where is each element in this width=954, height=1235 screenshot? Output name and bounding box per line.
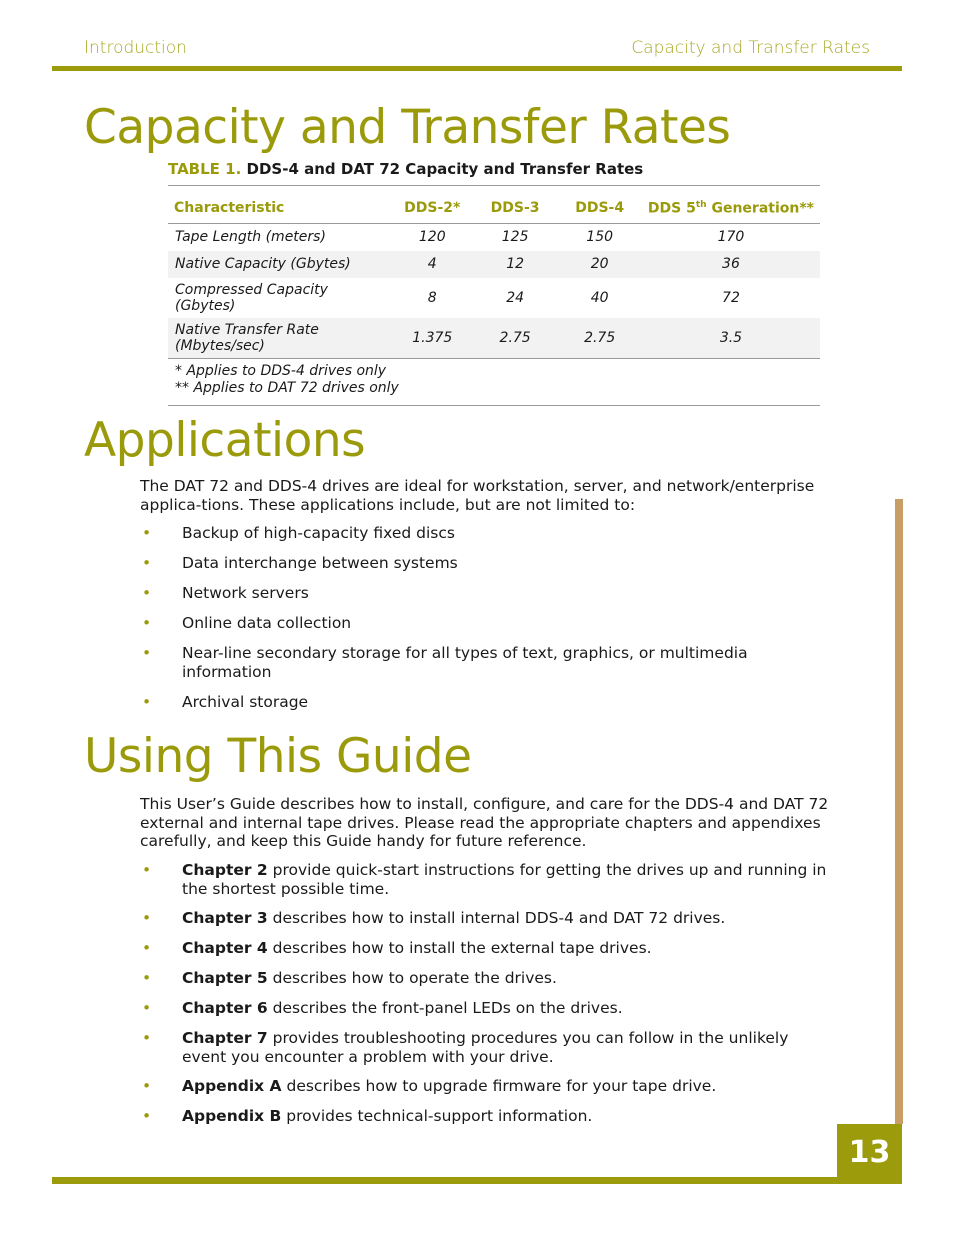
table-row (168, 318, 820, 359)
guide-heading: Using This Guide (84, 729, 472, 784)
bullet-icon: • (142, 939, 152, 957)
running-header-section: Capacity and Transfer Rates (631, 38, 870, 58)
table-cell: 125 (501, 229, 529, 246)
list-item: • Appendix B provides technical-support information. (142, 1107, 593, 1125)
footnote-dds4: * Applies to DDS-4 drives only (175, 362, 387, 379)
table-cell: 8 (427, 289, 437, 306)
list-item: • Data interchange between systems (142, 554, 458, 572)
running-header-chapter: Introduction (84, 38, 187, 58)
table-cell: 4 (392, 251, 473, 278)
list-item: • Chapter 6 describes the front-panel LEDs on the drives. (142, 999, 623, 1017)
table-cell: 24 (506, 289, 525, 306)
bullet-icon: • (142, 969, 152, 987)
table-row (168, 251, 820, 278)
table-cell: 40 (590, 289, 609, 306)
table-cell: 36 (642, 251, 820, 278)
page-number: 13 (837, 1124, 902, 1180)
guide-list (140, 861, 830, 1126)
table-cell: Compressed Capacity (Gbytes) (175, 281, 328, 314)
list-item: • Chapter 2 provide quick-start instructions for getting the drives up and running in the shortest possible time. (142, 861, 827, 898)
table-caption (168, 160, 643, 178)
table-cell: 2.75 (473, 318, 558, 359)
bullet-icon: • (142, 1077, 152, 1095)
col-header-characteristic: Characteristic (168, 186, 392, 224)
footer-rule (52, 1177, 902, 1184)
col-header-dds5: DDS 5th Generation** (642, 186, 820, 224)
table-caption-label: TABLE 1. (168, 160, 242, 178)
table-cell: 72 (722, 289, 740, 306)
col-header-dds3: DDS-3 (473, 186, 558, 224)
applications-list (140, 524, 830, 711)
table-caption-text: DDS-4 and DAT 72 Capacity and Transfer Rates (246, 160, 644, 178)
table-cell: Native Capacity (Gbytes) (168, 251, 392, 278)
table-row (168, 278, 820, 318)
list-item: • Online data collection (142, 614, 352, 632)
list-item: • Chapter 7 provides troubleshooting procedures you can follow in the unlikely event you encounter a problem with your drive. (142, 1029, 789, 1066)
bullet-icon: • (142, 1029, 152, 1047)
col-header-dds4: DDS-4 (557, 186, 642, 224)
table-cell: 2.75 (557, 318, 642, 359)
table-footnotes (168, 358, 820, 405)
bullet-icon: • (142, 614, 152, 632)
capacity-table (168, 185, 820, 406)
list-item: • Network servers (142, 584, 309, 602)
table-cell: 120 (418, 229, 446, 246)
table-cell: 170 (717, 229, 745, 246)
bullet-icon: • (142, 524, 152, 542)
bullet-icon: • (142, 1107, 152, 1125)
list-item: • Near-line secondary storage for all types of text, graphics, or multimedia information (142, 644, 748, 681)
side-accent-bar (895, 499, 903, 1124)
table-cell: 12 (473, 251, 558, 278)
table-cell: 20 (557, 251, 642, 278)
bullet-icon: • (142, 909, 152, 927)
bullet-icon: • (142, 644, 152, 662)
table-cell: 3.5 (642, 318, 820, 359)
bullet-icon: • (142, 692, 152, 711)
footnote-dat72: ** Applies to DAT 72 drives only (175, 379, 399, 396)
applications-heading: Applications (84, 413, 366, 468)
table-cell: Tape Length (meters) (175, 229, 326, 246)
bullet-icon: • (142, 584, 152, 602)
list-item: • Chapter 3 describes how to install internal DDS-4 and DAT 72 drives. (142, 909, 726, 927)
table-header-row (168, 186, 820, 224)
list-item: • Backup of high-capacity fixed discs (142, 524, 455, 542)
list-item: • Chapter 5 describes how to operate the drives. (142, 969, 557, 987)
table-row (168, 223, 820, 251)
bullet-icon: • (142, 999, 152, 1017)
applications-intro: The DAT 72 and DDS-4 drives are ideal for workstation, server, and network/enterprise applica-tions. These applications include, but are not limited to: (140, 477, 815, 514)
bullet-icon: • (142, 554, 152, 572)
guide-intro: This User’s Guide describes how to install, configure, and care for the DDS-4 and DAT 72 external and internal tape drives. Please read the appropriate chapters and appendixes carefully, and keep this Guide handy for future reference. (140, 795, 829, 850)
col-header-dds2: DDS-2* (392, 186, 473, 224)
capacity-heading: Capacity and Transfer Rates (84, 100, 731, 155)
list-item: • Archival storage (142, 692, 309, 711)
table-footnotes-row (168, 358, 820, 405)
bullet-icon: • (142, 861, 152, 879)
header-rule (52, 66, 902, 71)
list-item: • Chapter 4 describes how to install the external tape drives. (142, 939, 652, 957)
list-item: • Appendix A describes how to upgrade firmware for your tape drive. (142, 1077, 717, 1095)
table-cell: 150 (586, 229, 614, 246)
table-cell: 1.375 (392, 318, 473, 359)
table-cell: Native Transfer Rate (Mbytes/sec) (168, 318, 392, 359)
